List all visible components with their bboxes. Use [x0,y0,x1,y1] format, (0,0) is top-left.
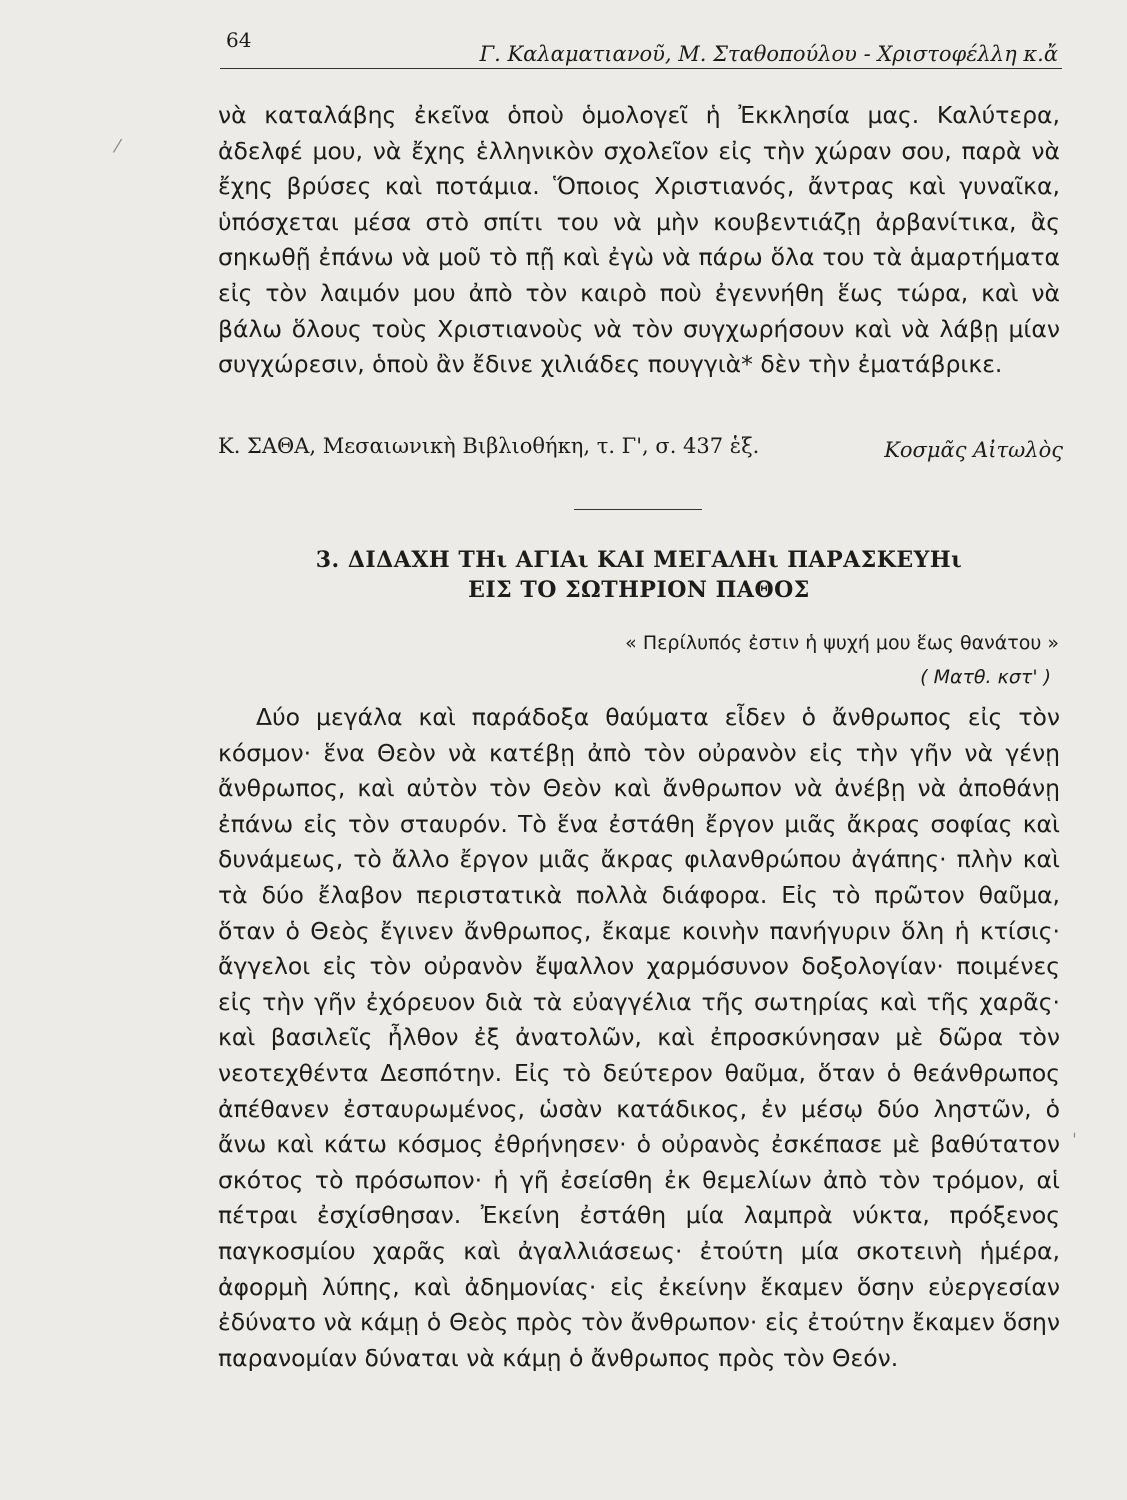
epigraph [499,626,1059,694]
margin-mark: ˈ [1072,1130,1077,1151]
excerpt-block [218,98,1060,383]
page-number: 64 [226,28,252,52]
section-title [218,545,1060,605]
sermon-paragraph: Δύο μεγάλα καὶ παράδοξα θαύματα εἶδεν ὁ ἄνθρωπος εἰς τὸν κόσμον· ἕνα Θεὸν νὰ κατέβῃ ἀπὸ τὸν οὐρανὸν εἰς τὴν γῆν νὰ γένῃ ἄνθρωπος, καὶ αὐτὸν τὸν Θεὸν καὶ ἄνθρωπον νὰ ἀνέβῃ νὰ ἀποθάνῃ ἐπάνω εἰς τὸν σταυρόν. Τὸ ἕνα ἐστάθη ἔργον μιᾶς ἄκρας σοφίας καὶ δυνάμεως, τὸ ἄλλο ἔργον μιᾶς ἄκρας φιλανθρώπου ἀγάπης· πλὴν καὶ τὰ δύο ἔλαβον περιστατικὰ πολλὰ διάφορα. Εἰς τὸ πρῶτον θαῦμα, ὅταν ὁ Θεὸς ἔγινεν ἄνθρωπος, ἔκαμε κοινὴν πανήγυριν ὅλη ἡ κτίσις· ἄγγελοι εἰς τὸν οὐρανὸν ἔψαλλον χαρμόσυνον δοξολογίαν· ποιμένες εἰς τὴν γῆν ἐχόρευον διὰ τὰ εὐαγγέλια τῆς σωτηρίας καὶ τῆς χαρᾶς· καὶ βασιλεῖς ἦλθον ἐξ ἀνατολῶν, καὶ ἐπροσκύνησαν μὲ δῶρα τὸν νεοτεχθέντα Δεσπότην. Εἰς τὸ δεύτερον θαῦμα, ὅταν ὁ θεάνθρωπος ἀπέθανεν ἐσταυρωμένος, ὡσὰν κατάδικος, ἐν μέσῳ δύο ληστῶν, ὁ ἄνω καὶ κάτω κόσμος ἐθρήνησεν· ὁ οὐρανὸς ἐσκέπασε μὲ βαθύτατον σκότος τὸ πρόσωπον· ἡ γῆ ἐσείσθη ἐκ θεμελίων ἀπὸ τὸν τρόμον, αἱ πέτραι ἐσχίσθησαν. Ἐκείνη ἐστάθη μία λαμπρὰ νύκτα, πρόξενος παγκοσμίου χαρᾶς καὶ ἀγαλλιάσεως· ἐτούτη μία σκοτεινὴ ἡμέρα, ἀφορμὴ λύπης, καὶ ἀδημονίας· εἰς ἐκείνην ἔκαμεν ὅσην εὐεργεσίαν ἐδύνατο νὰ κάμῃ ὁ Θεὸς πρὸς τὸν ἄνθρωπον· εἰς ἐτούτην ἔκαμεν ὅσην παρανομίαν δύναται νὰ κάμῃ ὁ ἄνθρωπος πρὸς τὸν Θεόν. [218,703,1060,1372]
sermon-block [218,700,1060,1376]
citation-author: Κοσμᾶς Αἰτωλὸς [884,438,1063,462]
epigraph-quote: « Περίλυπός ἐστιν ἡ ψυχή μου ἕως θανάτου » [625,632,1059,654]
margin-mark: ⁄ [116,136,120,157]
section-title-line-1: 3. ΔΙΔΑΧΗ ΤΗι ΑΓΙΑι ΚΑΙ ΜΕΓΑΛΗι ΠΑΡΑΣΚΕΥΗι [315,547,963,573]
running-head: Γ. Καλαματιανοῦ, Μ. Σταθοπούλου - Χριστοφέλλη κ.ἄ [479,42,1058,66]
epigraph-reference: ( Ματθ. κστ' ) [920,666,1051,688]
section-title-line-2: ΕΙΣ ΤΟ ΣΩΤΗΡΙΟΝ ΠΑΘΟΣ [468,577,810,603]
citation-source: Κ. ΣΑΘΑ, Μεσαιωνικὴ Βιβλιοθήκη, τ. Γ', σ. 437 ἑξ. [218,434,760,458]
section-divider [574,509,702,510]
excerpt-paragraph: νὰ καταλάβης ἐκεῖνα ὁποὺ ὁμολογεῖ ἡ Ἐκκλησία μας. Καλύτερα, ἀδελφέ μου, νὰ ἔχης ἑλληνικὸν σχολεῖον εἰς τὴν χώραν σου, παρὰ νὰ ἔχης βρύσες καὶ ποτάμια. Ὅποιος Χριστιανός, ἄντρας καὶ γυναῖκα, ὑπόσχεται μέσα στὸ σπίτι του νὰ μὴν κουβεντιάζῃ ἀρβανίτικα, ἂς σηκωθῇ ἐπάνω νὰ μοῦ τὸ πῇ καὶ ἐγὼ νὰ πάρω ὅλα του τὰ ἁμαρτήματα εἰς τὸν λαιμόν μου ἀπὸ τὸν καιρὸ ποὺ ἐγεννήθη ἕως τώρα, καὶ νὰ βάλω ὅλους τοὺς Χριστιανοὺς νὰ τὸν συγχωρήσουν καὶ νὰ λάβῃ μίαν συγχώρεσιν, ὁποὺ ἂν ἔδινε χιλιάδες πουγγιὰ* δὲν τὴν ἐματάβρικε. [218,101,1060,379]
page-header [220,28,1062,69]
